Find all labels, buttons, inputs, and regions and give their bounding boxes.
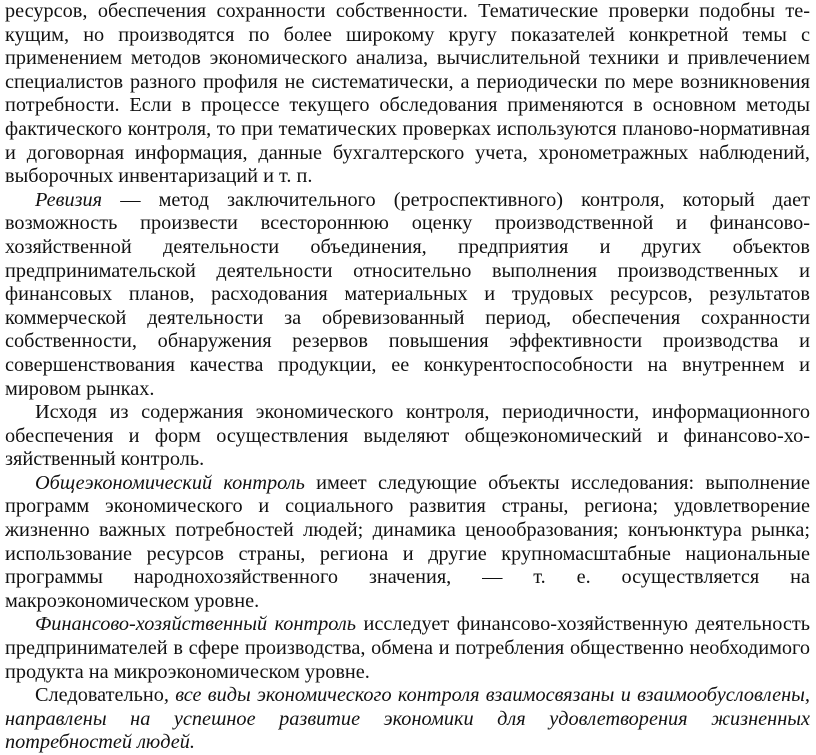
paragraph-text: Следовательно <box>35 684 164 707</box>
paragraph-financial-economic-control <box>5 613 810 684</box>
term-general-economic-control: Общеэкономический контроль <box>35 471 305 494</box>
paragraph-thematic-checks <box>5 0 810 189</box>
conclusion-emphasis: , все виды экономического контроля взаимосвязаны и взаимообусловлены, направлены на успешное развитие экономики для удовлетворения жизненных потребностей людей. <box>5 684 810 754</box>
paragraph-text: Исходя из содержания экономического контроля, периодичности, информационного обеспечения и форм осуществления выделяют общеэкономический и финансово-хозяйственный контроль. <box>5 401 810 471</box>
paragraph-text: ресурсов, обеспечения сохранности собственности. Тематические проверки подобны текущим, но производятся по более широкому кругу показателей конкретной темы с применением методов экономического анализа, вычислительной техники и привлечением специалистов разного профиля не систематически, а периодически по мере возникновения потребности. Если в процессе текущего обследования применяются в основном методы фактического контроля, то при тематических проверках используются планово-нормативная и договорная информация, данные бухгалтерского учета, хронометражных наблюдений, выборочных инвентаризаций и т. п. <box>5 0 810 188</box>
paragraph-conclusion <box>5 684 810 755</box>
term-financial-economic-control: Финансово-хозяйственный контроль <box>35 613 357 636</box>
paragraph-general-economic-control <box>5 472 810 614</box>
paragraph-revision <box>5 189 810 401</box>
paragraph-text: исследует финансово-хозяйственную деятельность предпринимателей в сфере производства, обмена и потребления общественно необходимого продукта на микроэкономическом уровне. <box>5 613 810 683</box>
paragraph-text: имеет следующие объекты исследования: выполнение программ экономического и социального развития страны, региона; удовлетворение жизненно важных потребностей людей; динамика ценообразования; конъюнктура рынка; использование ресурсов страны, региона и другие крупномасштабные национальные программы народнохозяйственного значения, — т. е. осуществляется на макроэкономическом уровне. <box>5 471 810 612</box>
paragraph-control-types <box>5 401 810 472</box>
term-revision: Ревизия <box>35 188 103 211</box>
paragraph-text: — метод заключительного (ретроспективного) контроля, который дает возможность произвести всестороннюю оценку производственной и финансово-хозяйственной деятельности объединения, предприятия и других объектов предпринимательской деятельности относительно выполнения производственных и финансовых планов, расходования материальных и трудовых ресурсов, результатов коммерческой деятельности за обревизованный период, обеспечения сохранности собственности, обнаружения резервов повышения эффективности производства и совершенствования качества продукции, ее конкурентоспособности на внутреннем и мировом рынках. <box>5 188 810 400</box>
